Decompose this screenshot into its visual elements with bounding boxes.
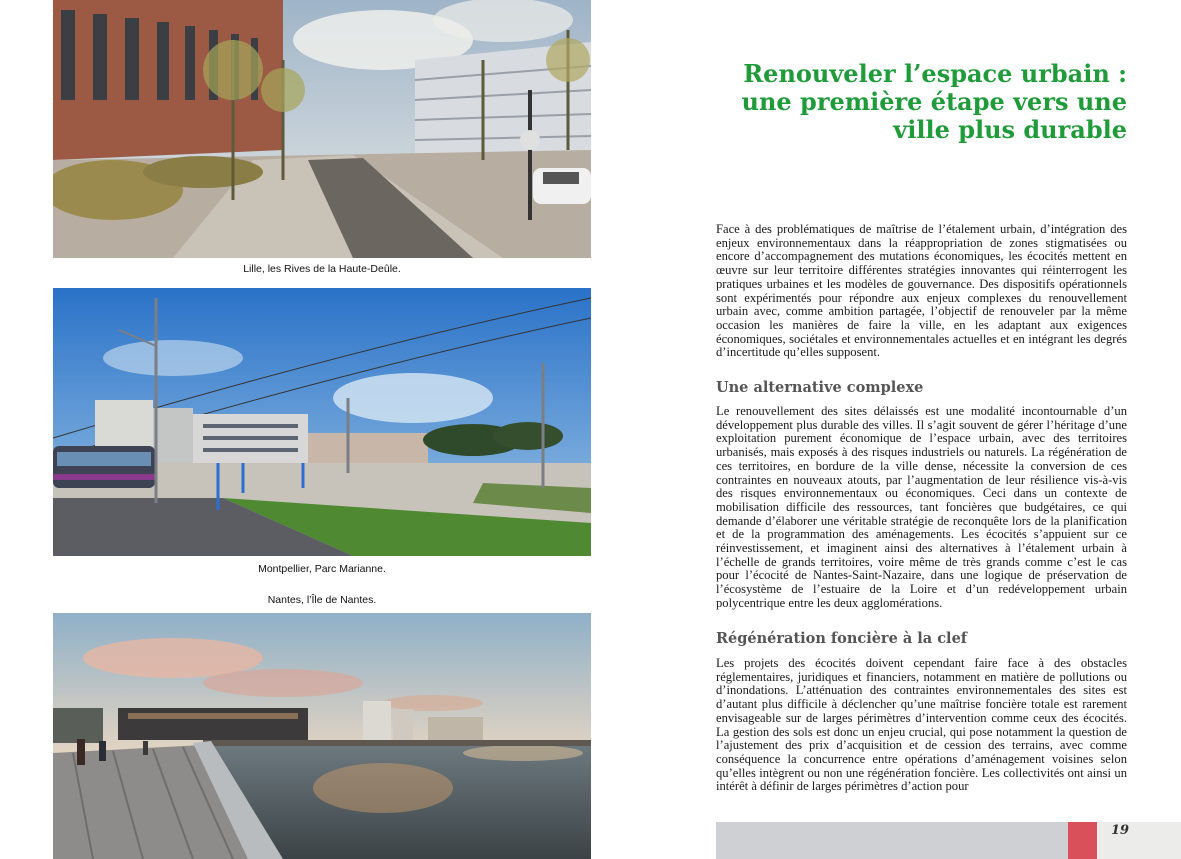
section-heading-alternative: Une alternative complexe (716, 379, 924, 396)
title-line-1: Renouveler l’espace urbain : (743, 59, 1127, 88)
photo-montpellier (53, 288, 591, 556)
photo-nantes (53, 613, 591, 859)
footer-grey-band (716, 822, 1068, 859)
page-title (707, 60, 1127, 144)
page-number: 19 (1110, 823, 1130, 838)
section-paragraph-regeneration: Les projets des écocités doivent cependant faire face à des obstacles réglementaires, juridiques et financiers, notamment en matière de pollutions ou d’inondations. L’atténuation des contraintes environnementales des sites est d’autant plus difficile à déclencher qu’une maîtrise foncière totale est rarement envisageable sur de larges périmètres d’intervention comme ceux des écocités. La gestion des sols est donc un enjeu crucial, qui pose notamment la question de l’ajustement des prix d’acquisition et de cession des terrains, avec comme conséquence la concurrence entre opérations d’aménagement voisines selon qu’elles intègrent ou non une régénération foncière. Les collectivités ont ainsi un intérêt à définir de larges périmètres d’action pour (716, 656, 1127, 794)
title-line-3: ville plus durable (893, 115, 1127, 144)
section-paragraph-alternative: Le renouvellement des sites délaissés est une modalité incontournable d’un développement plus durable des villes. Il s’agit souvent de gérer l’héritage d’une exploitation purement économique de l’espace urbain, avec des territoires urbanisés, mais exposés à des risques industriels ou naturels. La régénération de ces territoires, en bordure de la ville dense, nécessite la conversion de ces contraintes en nouveaux atouts, par l’augmentation de leur résilience vis-à-vis des risques environnementaux ou économiques. Ceci dans un contexte de mobilisation difficile des ressources, tant foncières que budgétaires, ce qui demande d’élaborer une véritable stratégie de reconquête lors de la planification et de la programmation des aménagements. Les écocités s’appuient sur ce réinvestissement, et imaginent ainsi des alternatives à l’étalement urbain à l’échelle de grands territoires, voire même de très grands comme c’est le cas pour l’écocité de Nantes-Saint-Nazaire, dans une logique de préservation de l’écosystème de l’estuaire de la Loire et d’un redéveloppement urbain polycentrique entre les deux agglomérations. (716, 404, 1127, 610)
montpellier-illustration (53, 288, 591, 556)
lille-illustration (53, 0, 591, 258)
photo-lille (53, 0, 591, 258)
caption-lille: Lille, les Rives de la Haute-Deûle. (243, 263, 401, 275)
nantes-illustration (53, 613, 591, 859)
section-heading-regeneration: Régénération foncière à la clef (716, 630, 968, 647)
caption-nantes: Nantes, l’Île de Nantes. (267, 594, 377, 606)
intro-paragraph: Face à des problématiques de maîtrise de l’étalement urbain, d’intégration des enjeux environnementaux dans la réappropriation de zones stigmatisées ou encore d’accompagnement des mutations économiques, les écocités mettent en œuvre sur leur territoire différentes stratégies innovantes qui réinterrogent les pratiques urbaines et les modèles de gouvernance. Des dispositifs opérationnels sont expérimentés pour répondre aux enjeux complexes du renouvellement urbain avec, comme ambition partagée, l’objectif de renouveler par la même occasion les manières de faire la ville, en les adaptant aux exigences économiques, sociétales et environnementales actuelles et en intégrant les degrés d’incertitude qu’elles supposent. (716, 222, 1127, 360)
footer-red-block (1068, 822, 1097, 859)
caption-montpellier: Montpellier, Parc Marianne. (258, 563, 386, 575)
title-line-2: une première étape vers une (741, 87, 1127, 116)
